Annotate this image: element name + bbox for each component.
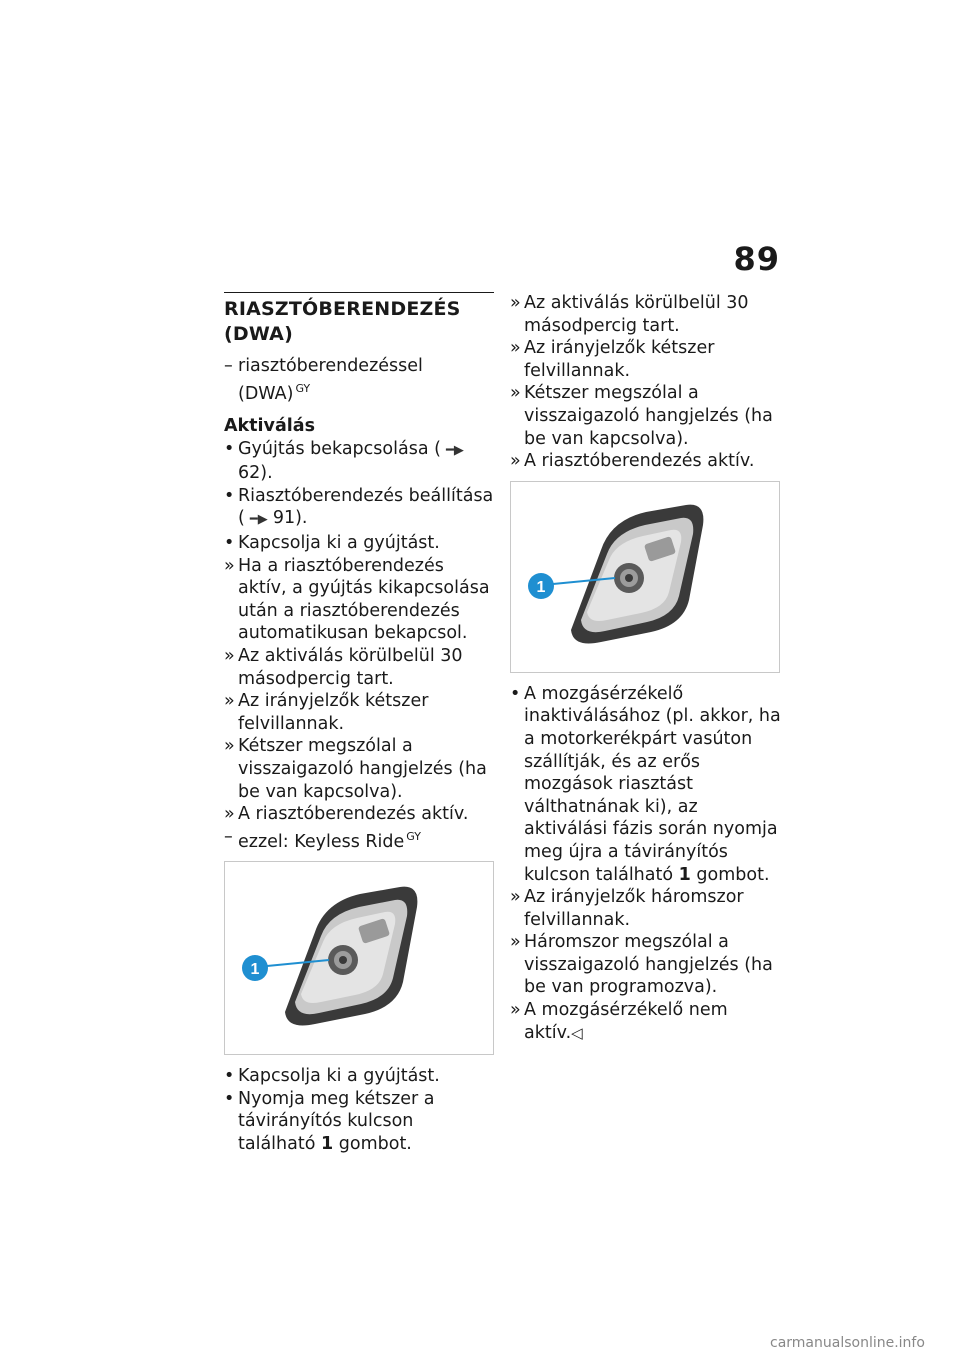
list-item bbox=[224, 438, 494, 485]
result-marker: » bbox=[224, 645, 235, 666]
list-item bbox=[510, 683, 782, 886]
result-text: A riasztóberendezés aktív. bbox=[524, 451, 755, 472]
result-marker: » bbox=[510, 932, 521, 953]
condition-keyless bbox=[224, 826, 494, 853]
key-fob-illustration bbox=[225, 862, 493, 1054]
result-marker: » bbox=[224, 691, 235, 712]
country-superscript: GY bbox=[406, 829, 421, 843]
result-text: Az aktiválás körülbelül 30 másodpercig tart. bbox=[238, 645, 463, 689]
result-marker: » bbox=[510, 338, 521, 359]
result-item bbox=[510, 886, 782, 931]
bullet-marker: • bbox=[224, 485, 235, 506]
result-text: A mozgásérzékelő nem aktív. bbox=[524, 1000, 728, 1043]
result-item bbox=[510, 999, 782, 1044]
result-marker: » bbox=[224, 736, 235, 757]
result-text: Kétszer megszólal a visszaigazoló hangjelzés (ha be van kapcsolva). bbox=[524, 383, 773, 449]
page-reference-arrow-icon: ━▶ bbox=[249, 512, 268, 528]
result-marker: » bbox=[510, 1000, 521, 1021]
list-item bbox=[224, 532, 494, 555]
result-item bbox=[224, 803, 494, 826]
result-item bbox=[224, 735, 494, 803]
end-of-section-icon: ◁ bbox=[571, 1023, 583, 1042]
key-fob-figure bbox=[224, 861, 494, 1055]
result-text: Az irányjelzők kétszer felvillannak. bbox=[238, 691, 429, 734]
result-marker: » bbox=[510, 383, 521, 404]
step-text: A mozgásérzékelő inaktiválásához (pl. akkor, ha a motorkerékpárt vasúton szállítják, és az erős mozgások riasztást válthatnának ki), az aktiválási fázis során nyomja meg újra a távirányítós kulcson található bbox=[524, 683, 781, 885]
right-column bbox=[510, 292, 782, 1044]
condition-alarm-text: riasztóberendezéssel (DWA) bbox=[238, 356, 423, 404]
step-text: Riasztóberendezés beállítása ( bbox=[238, 485, 494, 529]
page-reference-link[interactable]: 62). bbox=[238, 463, 273, 484]
country-superscript: GY bbox=[295, 381, 311, 395]
result-item bbox=[224, 645, 494, 690]
condition-keyless-text: ezzel: Keyless Ride bbox=[238, 831, 405, 852]
figure-callout: 1 bbox=[250, 961, 260, 979]
key-fob-figure bbox=[510, 481, 780, 673]
step-text: Nyomja meg kétszer a távirányítós kulcson található bbox=[238, 1088, 435, 1154]
dash-marker: – bbox=[224, 826, 233, 847]
page-reference-link[interactable]: 91). bbox=[272, 508, 308, 529]
bullet-marker: • bbox=[510, 683, 521, 704]
button-reference: 1 bbox=[678, 864, 691, 885]
step-text: Kapcsolja ki a gyújtást. bbox=[238, 1066, 440, 1087]
figure-callout: 1 bbox=[536, 578, 546, 596]
result-marker: » bbox=[510, 887, 521, 908]
result-marker: » bbox=[510, 293, 521, 313]
page-reference-arrow-icon: ━▶ bbox=[446, 442, 464, 458]
left-column bbox=[224, 292, 494, 1156]
result-item bbox=[510, 337, 782, 382]
result-marker: » bbox=[510, 451, 521, 472]
result-text: Az irányjelzők kétszer felvillannak. bbox=[524, 338, 715, 381]
result-item bbox=[510, 292, 782, 337]
result-item bbox=[510, 382, 782, 450]
result-text: A riasztóberendezés aktív. bbox=[238, 804, 469, 825]
bullet-marker: • bbox=[224, 532, 235, 553]
bullet-marker: • bbox=[224, 1066, 235, 1087]
step-text-end: gombot. bbox=[338, 1133, 412, 1154]
activation-title: Aktiválás bbox=[224, 416, 315, 437]
key-fob-illustration bbox=[511, 482, 779, 672]
condition-alarm bbox=[224, 355, 494, 405]
list-item bbox=[224, 485, 494, 532]
bullet-marker: • bbox=[224, 1088, 235, 1109]
result-text: Az irányjelzők háromszor felvillannak. bbox=[524, 887, 744, 930]
result-text: Kétszer megszólal a visszaigazoló hangjelzés (ha be van kapcsolva). bbox=[238, 736, 487, 802]
list-item bbox=[224, 1065, 494, 1088]
section-heading: RIASZTÓBERENDEZÉS (DWA) bbox=[224, 298, 461, 345]
list-item bbox=[224, 1088, 494, 1156]
result-text: Az aktiválás körülbelül 30 másodpercig tart. bbox=[524, 293, 749, 336]
step-text: Gyújtás bekapcsolása ( bbox=[238, 438, 441, 459]
bullet-marker: • bbox=[224, 438, 235, 459]
result-marker: » bbox=[224, 555, 235, 576]
button-reference: 1 bbox=[321, 1133, 334, 1154]
step-text: Kapcsolja ki a gyújtást. bbox=[238, 532, 440, 553]
result-text: Háromszor megszólal a visszaigazoló hangjelzés (ha be van programozva). bbox=[524, 932, 773, 998]
result-item bbox=[224, 690, 494, 735]
result-marker: » bbox=[224, 804, 235, 825]
result-text: Ha a riasztóberendezés aktív, a gyújtás kikapcsolása után a riasztóberendezés automatikusan bekapcsol. bbox=[238, 555, 490, 644]
step-text-end: gombot. bbox=[696, 864, 770, 885]
watermark-footer: carmanualsonline.info bbox=[770, 1335, 925, 1351]
result-item bbox=[510, 931, 782, 999]
page-number: 89 bbox=[733, 240, 780, 278]
section-rule bbox=[224, 292, 494, 293]
result-item bbox=[510, 450, 782, 473]
result-item bbox=[224, 555, 494, 645]
dash-marker: – bbox=[224, 356, 233, 376]
